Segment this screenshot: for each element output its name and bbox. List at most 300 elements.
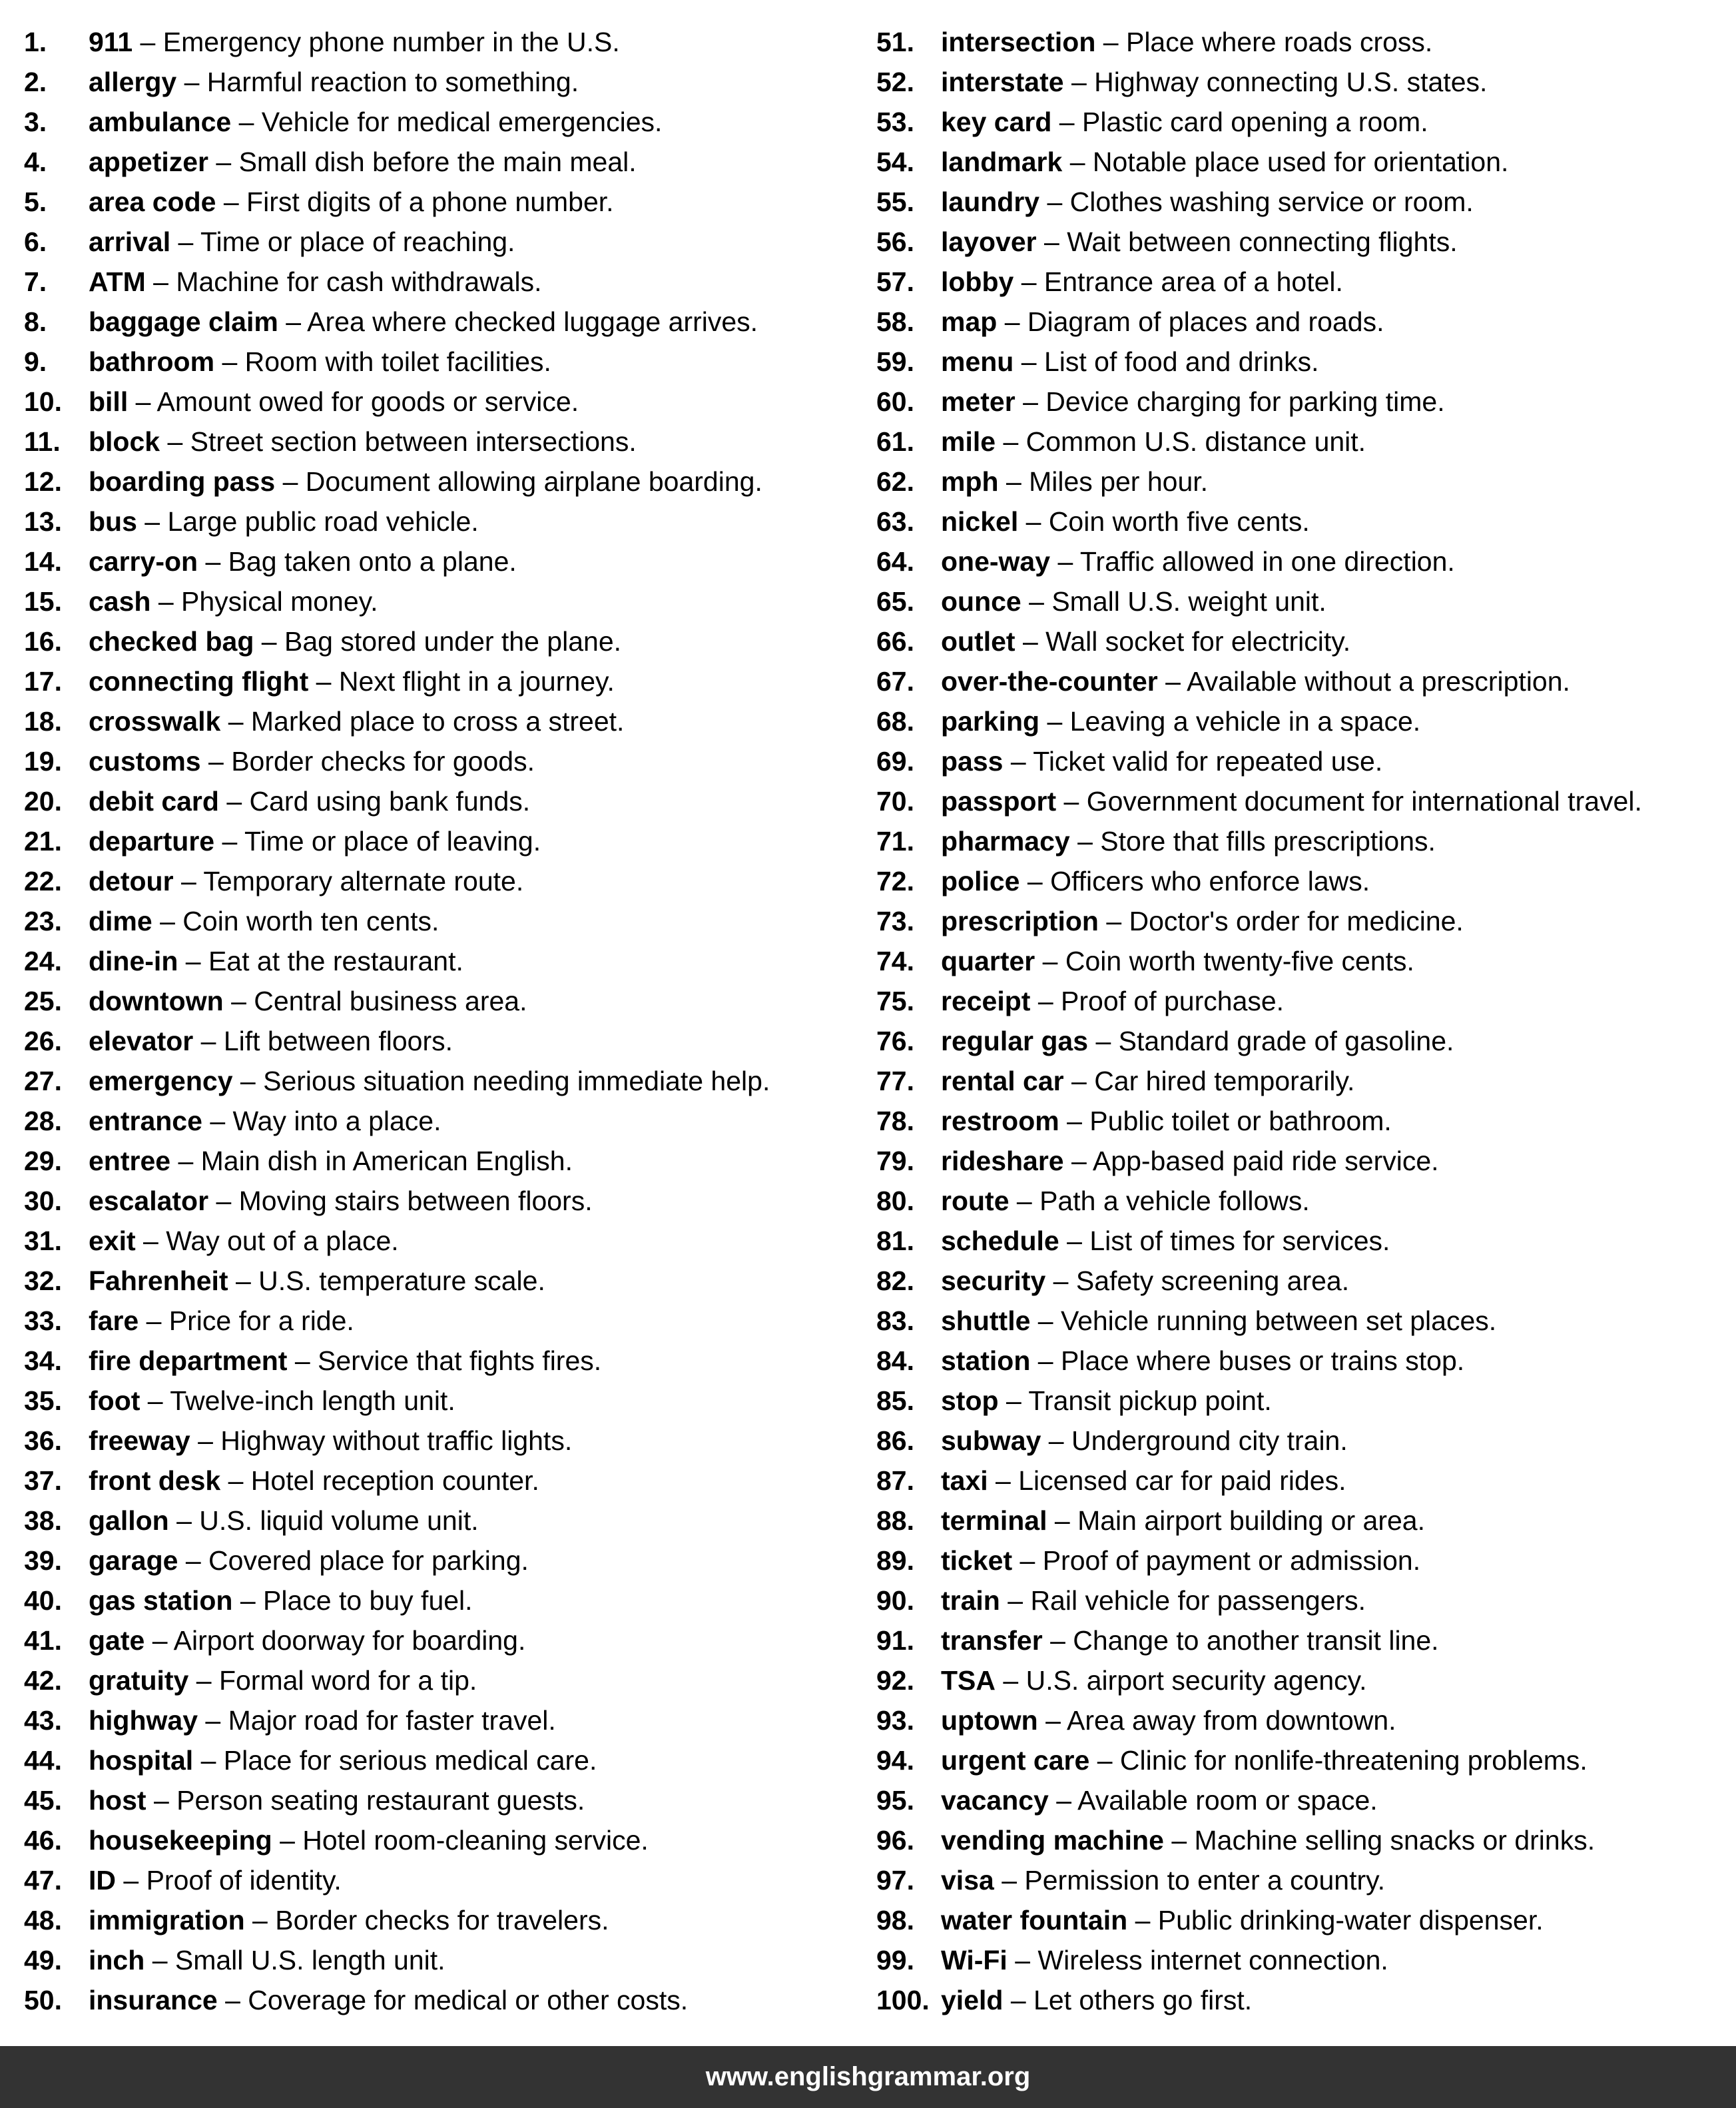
entry-definition: – Formal word for a tip.	[188, 1665, 477, 1696]
entry-number: 79.	[876, 1146, 914, 1176]
entry-term: housekeeping	[89, 1825, 272, 1856]
entry-term: rental car	[941, 1066, 1064, 1096]
entry-number: 61.	[876, 426, 914, 457]
entry-number: 67.	[876, 666, 914, 697]
entry-definition: – Small U.S. length unit.	[145, 1945, 445, 1975]
entry-number: 95.	[876, 1785, 914, 1816]
entry-definition: – Place where buses or trains stop.	[1030, 1345, 1465, 1376]
entry-number: 30.	[24, 1186, 62, 1216]
entry-definition: – Card using bank funds.	[218, 786, 531, 817]
list-item	[24, 105, 856, 145]
entry-definition: – Highway without traffic lights.	[190, 1425, 573, 1456]
entry-definition: – Main dish in American English.	[170, 1146, 573, 1176]
entry-number: 2.	[24, 67, 47, 97]
entry-number: 73.	[876, 906, 914, 936]
entry-definition: – Proof of payment or admission.	[1012, 1545, 1421, 1576]
entry-term: ID	[89, 1865, 116, 1896]
entry-term: meter	[941, 386, 1015, 417]
entry-number: 37.	[24, 1465, 62, 1496]
entry-number: 32.	[24, 1265, 62, 1296]
list-item	[876, 585, 1735, 625]
list-item	[24, 1824, 856, 1864]
entry-term: Wi-Fi	[941, 1945, 1008, 1975]
entry-number: 42.	[24, 1665, 62, 1696]
entry-term: interstate	[941, 67, 1064, 97]
entry-number: 69.	[876, 746, 914, 777]
entry-definition: – Available without a prescription.	[1157, 666, 1570, 697]
entry-definition: – Large public road vehicle.	[137, 506, 479, 537]
entry-term: exit	[89, 1226, 136, 1256]
entry-number: 94.	[876, 1745, 914, 1776]
entry-number: 10.	[24, 386, 62, 417]
entry-definition: – Entrance area of a hotel.	[1013, 266, 1343, 297]
list-item	[24, 225, 856, 265]
entry-definition: – Emergency phone number in the U.S.	[133, 27, 620, 57]
entry-definition: – Car hired temporarily.	[1063, 1066, 1355, 1096]
entry-definition: – Government document for international travel.	[1056, 786, 1642, 817]
entry-number: 74.	[876, 946, 914, 976]
list-item	[24, 825, 856, 865]
list-item	[876, 25, 1735, 65]
list-item	[24, 1664, 856, 1704]
entry-number: 98.	[876, 1905, 914, 1935]
entry-term: bathroom	[89, 346, 215, 377]
vocabulary-list	[0, 25, 1736, 2017]
list-item	[876, 904, 1735, 944]
entry-number: 46.	[24, 1825, 62, 1856]
entry-term: landmark	[941, 147, 1063, 177]
list-item	[876, 1664, 1735, 1704]
list-item	[24, 265, 856, 305]
entry-term: immigration	[89, 1905, 245, 1935]
entry-term: cash	[89, 586, 151, 617]
entry-definition: – Eat at the restaurant.	[178, 946, 463, 976]
list-item	[876, 1704, 1735, 1744]
entry-term: garage	[89, 1545, 178, 1576]
list-item	[876, 1344, 1735, 1384]
entry-number: 51.	[876, 27, 914, 57]
list-item	[876, 984, 1735, 1024]
entry-term: crosswalk	[89, 706, 221, 737]
list-item	[876, 265, 1735, 305]
list-item	[24, 1864, 856, 1904]
entry-term: dine-in	[89, 946, 178, 976]
entry-number: 28.	[24, 1106, 62, 1136]
entry-term: departure	[89, 826, 215, 857]
entry-definition: – Major road for faster travel.	[198, 1705, 556, 1736]
list-item	[24, 385, 856, 425]
entry-term: map	[941, 306, 998, 337]
entry-term: block	[89, 426, 160, 457]
entry-term: ATM	[89, 266, 146, 297]
entry-definition: – Wireless internet connection.	[1007, 1945, 1388, 1975]
entry-number: 86.	[876, 1425, 914, 1456]
list-item	[24, 1744, 856, 1784]
list-item	[876, 1144, 1735, 1184]
list-item	[24, 1264, 856, 1304]
entry-definition: – Rail vehicle for passengers.	[1000, 1585, 1366, 1616]
entry-definition: – Change to another transit line.	[1042, 1625, 1439, 1656]
list-item	[876, 705, 1735, 745]
list-item	[24, 1304, 856, 1344]
entry-term: highway	[89, 1705, 198, 1736]
entry-number: 80.	[876, 1186, 914, 1216]
list-item	[24, 1983, 856, 2023]
entry-definition: – Main airport building or area.	[1047, 1505, 1425, 1536]
entry-term: passport	[941, 786, 1057, 817]
entry-number: 65.	[876, 586, 914, 617]
list-item	[876, 944, 1735, 984]
entry-number: 83.	[876, 1305, 914, 1336]
entry-definition: – Street section between intersections.	[160, 426, 637, 457]
entry-definition: – Wait between connecting flights.	[1036, 226, 1458, 257]
entry-term: emergency	[89, 1066, 233, 1096]
entry-number: 84.	[876, 1345, 914, 1376]
entry-number: 26.	[24, 1026, 62, 1056]
list-item	[876, 425, 1735, 465]
entry-definition: – Bag stored under the plane.	[254, 626, 622, 657]
entry-term: bus	[89, 506, 137, 537]
list-item	[876, 665, 1735, 705]
entry-term: lobby	[941, 266, 1014, 297]
list-item	[876, 1464, 1735, 1504]
entry-definition: – Path a vehicle follows.	[1009, 1186, 1310, 1216]
entry-number: 12.	[24, 466, 62, 497]
entry-number: 90.	[876, 1585, 914, 1616]
entry-definition: – Clothes washing service or room.	[1039, 186, 1474, 217]
entry-term: regular gas	[941, 1026, 1089, 1056]
entry-definition: – Person seating restaurant guests.	[146, 1785, 585, 1816]
entry-term: yield	[941, 1985, 1004, 2015]
entry-number: 92.	[876, 1665, 914, 1696]
list-item	[24, 1344, 856, 1384]
entry-definition: – Public drinking-water dispenser.	[1127, 1905, 1544, 1935]
entry-definition: – Proof of purchase.	[1030, 986, 1285, 1016]
list-item	[876, 1983, 1735, 2023]
entry-number: 41.	[24, 1625, 62, 1656]
list-item	[24, 585, 856, 625]
entry-number: 81.	[876, 1226, 914, 1256]
entry-definition: – Document allowing airplane boarding.	[275, 466, 762, 497]
entry-term: shuttle	[941, 1305, 1031, 1336]
list-item	[24, 1184, 856, 1224]
list-item	[24, 1144, 856, 1184]
entry-term: water fountain	[941, 1905, 1128, 1935]
entry-term: entree	[89, 1146, 171, 1176]
list-item	[876, 225, 1735, 265]
list-item	[876, 505, 1735, 545]
entry-number: 43.	[24, 1705, 62, 1736]
entry-definition: – Wall socket for electricity.	[1015, 626, 1351, 657]
entry-definition: – Let others go first.	[1003, 1985, 1253, 2015]
entry-term: front desk	[89, 1465, 221, 1496]
entry-term: transfer	[941, 1625, 1043, 1656]
entry-number: 76.	[876, 1026, 914, 1056]
entry-definition: – U.S. liquid volume unit.	[168, 1505, 479, 1536]
entry-definition: – Officers who enforce laws.	[1019, 866, 1370, 896]
entry-term: gratuity	[89, 1665, 189, 1696]
list-item	[876, 305, 1735, 345]
entry-number: 3.	[24, 107, 47, 137]
entry-number: 58.	[876, 306, 914, 337]
list-item	[876, 1784, 1735, 1824]
list-item	[876, 1184, 1735, 1224]
entry-term: laundry	[941, 186, 1040, 217]
entry-definition: – Coin worth ten cents.	[152, 906, 439, 936]
entry-term: vending machine	[941, 1825, 1164, 1856]
entry-definition: – Vehicle for medical emergencies.	[231, 107, 663, 137]
list-item	[24, 1584, 856, 1624]
entry-term: pass	[941, 746, 1004, 777]
entry-term: mph	[941, 466, 999, 497]
entry-number: 49.	[24, 1945, 62, 1975]
entry-number: 9.	[24, 346, 47, 377]
entry-number: 47.	[24, 1865, 62, 1896]
entry-number: 13.	[24, 506, 62, 537]
entry-number: 39.	[24, 1545, 62, 1576]
entry-number: 20.	[24, 786, 62, 817]
entry-term: police	[941, 866, 1020, 896]
entry-number: 21.	[24, 826, 62, 857]
entry-definition: – Miles per hour.	[998, 466, 1209, 497]
entry-number: 4.	[24, 147, 47, 177]
list-item	[24, 865, 856, 904]
entry-term: layover	[941, 226, 1037, 257]
entry-number: 45.	[24, 1785, 62, 1816]
entry-definition: – Service that fights fires.	[287, 1345, 602, 1376]
entry-number: 36.	[24, 1425, 62, 1456]
entry-definition: – Time or place of leaving.	[214, 826, 541, 857]
entry-definition: – Twelve-inch length unit.	[140, 1385, 455, 1416]
list-item	[24, 65, 856, 105]
entry-term: uptown	[941, 1705, 1038, 1736]
entry-definition: – Serious situation needing immediate help.	[232, 1066, 770, 1096]
entry-number: 23.	[24, 906, 62, 936]
entry-definition: – Physical money.	[150, 586, 378, 617]
entry-definition: – Coverage for medical or other costs.	[217, 1985, 689, 2015]
list-item	[876, 65, 1735, 105]
list-item	[24, 1104, 856, 1144]
entry-number: 7.	[24, 266, 47, 297]
list-item	[876, 1584, 1735, 1624]
entry-definition: – Hotel room-cleaning service.	[272, 1825, 649, 1856]
list-item	[876, 385, 1735, 425]
list-item	[24, 1024, 856, 1064]
list-item	[876, 1504, 1735, 1544]
list-item	[876, 745, 1735, 785]
entry-term: urgent care	[941, 1745, 1090, 1776]
entry-number: 18.	[24, 706, 62, 737]
entry-term: route	[941, 1186, 1010, 1216]
entry-term: checked bag	[89, 626, 254, 657]
list-item	[876, 1624, 1735, 1664]
entry-term: subway	[941, 1425, 1041, 1456]
entry-number: 66.	[876, 626, 914, 657]
entry-number: 14.	[24, 546, 62, 577]
entry-definition: – Way into a place.	[202, 1106, 441, 1136]
entry-number: 96.	[876, 1825, 914, 1856]
entry-number: 48.	[24, 1905, 62, 1935]
entry-term: foot	[89, 1385, 141, 1416]
entry-term: connecting flight	[89, 666, 309, 697]
entry-number: 34.	[24, 1345, 62, 1376]
entry-term: taxi	[941, 1465, 988, 1496]
entry-term: freeway	[89, 1425, 190, 1456]
entry-number: 89.	[876, 1545, 914, 1576]
entry-term: station	[941, 1345, 1031, 1376]
list-item	[24, 25, 856, 65]
entry-term: train	[941, 1585, 1000, 1616]
entry-definition: – Harmful reaction to something.	[176, 67, 579, 97]
list-item	[24, 425, 856, 465]
list-item	[876, 1384, 1735, 1424]
entry-definition: – Standard grade of gasoline.	[1088, 1026, 1454, 1056]
list-item	[876, 1424, 1735, 1464]
entry-definition: – Time or place of reaching.	[170, 226, 515, 257]
entry-definition: – Central business area.	[223, 986, 527, 1016]
entry-term: terminal	[941, 1505, 1047, 1536]
list-item	[24, 1624, 856, 1664]
list-item	[24, 785, 856, 825]
entry-definition: – Next flight in a journey.	[308, 666, 615, 697]
entry-definition: – Leaving a vehicle in a space.	[1039, 706, 1421, 737]
entry-term: debit card	[89, 786, 219, 817]
entry-number: 8.	[24, 306, 47, 337]
entry-term: inch	[89, 1945, 145, 1975]
list-item	[876, 185, 1735, 225]
entry-term: fire department	[89, 1345, 288, 1376]
entry-term: ounce	[941, 586, 1021, 617]
entry-number: 88.	[876, 1505, 914, 1536]
entry-definition: – Small U.S. weight unit.	[1021, 586, 1326, 617]
entry-definition: – Small dish before the main meal.	[208, 147, 637, 177]
entry-number: 77.	[876, 1066, 914, 1096]
entry-term: customs	[89, 746, 201, 777]
list-item	[876, 1943, 1735, 1983]
list-item	[24, 1064, 856, 1104]
list-item	[876, 1544, 1735, 1584]
entry-term: escalator	[89, 1186, 209, 1216]
entry-definition: – Coin worth twenty-five cents.	[1035, 946, 1414, 976]
entry-number: 70.	[876, 786, 914, 817]
entry-term: pharmacy	[941, 826, 1070, 857]
entry-definition: – Temporary alternate route.	[173, 866, 524, 896]
entry-term: appetizer	[89, 147, 208, 177]
list-item	[876, 825, 1735, 865]
entry-number: 62.	[876, 466, 914, 497]
entry-definition: – Available room or space.	[1048, 1785, 1378, 1816]
entry-term: security	[941, 1265, 1046, 1296]
list-item	[24, 465, 856, 505]
list-item	[24, 145, 856, 185]
list-item	[24, 1464, 856, 1504]
entry-term: over-the-counter	[941, 666, 1158, 697]
entry-term: baggage claim	[89, 306, 278, 337]
entry-definition: – Area away from downtown.	[1037, 1705, 1396, 1736]
entry-number: 1.	[24, 27, 47, 57]
entry-number: 6.	[24, 226, 47, 257]
entry-number: 60.	[876, 386, 914, 417]
entry-definition: – Plastic card opening a room.	[1051, 107, 1428, 137]
entry-term: allergy	[89, 67, 177, 97]
entry-definition: – First digits of a phone number.	[216, 186, 614, 217]
entry-term: outlet	[941, 626, 1015, 657]
entry-number: 56.	[876, 226, 914, 257]
entry-definition: – Room with toilet facilities.	[214, 346, 551, 377]
entry-term: elevator	[89, 1026, 194, 1056]
entry-term: restroom	[941, 1106, 1059, 1136]
entry-term: TSA	[941, 1665, 996, 1696]
entry-term: dime	[89, 906, 152, 936]
list-item	[876, 625, 1735, 665]
entry-term: rideshare	[941, 1146, 1064, 1176]
entry-definition: – Place where roads cross.	[1095, 27, 1433, 57]
entry-number: 68.	[876, 706, 914, 737]
entry-definition: – Permission to enter a country.	[994, 1865, 1385, 1896]
entry-definition: – Store that fills prescriptions.	[1069, 826, 1436, 857]
list-item	[24, 705, 856, 745]
entry-number: 85.	[876, 1385, 914, 1416]
entry-definition: – Diagram of places and roads.	[997, 306, 1384, 337]
entry-definition: – Hotel reception counter.	[220, 1465, 539, 1496]
entry-number: 22.	[24, 866, 62, 896]
entry-term: schedule	[941, 1226, 1059, 1256]
entry-definition: – Doctor's order for medicine.	[1098, 906, 1464, 936]
entry-number: 15.	[24, 586, 62, 617]
entry-term: downtown	[89, 986, 224, 1016]
entry-term: parking	[941, 706, 1040, 737]
list-item	[24, 545, 856, 585]
list-item	[876, 1824, 1735, 1864]
list-item	[24, 185, 856, 225]
entry-definition: – Machine selling snacks or drinks.	[1163, 1825, 1595, 1856]
list-item	[876, 1104, 1735, 1144]
entry-term: receipt	[941, 986, 1031, 1016]
entry-number: 35.	[24, 1385, 62, 1416]
entry-term: key card	[941, 107, 1052, 137]
entry-term: carry-on	[89, 546, 198, 577]
entry-number: 33.	[24, 1305, 62, 1336]
entry-definition: – Bag taken onto a plane.	[198, 546, 517, 577]
entry-number: 17.	[24, 666, 62, 697]
footer-website-url: www.englishgrammar.org	[705, 2062, 1031, 2091]
entry-number: 53.	[876, 107, 914, 137]
entry-term: one-way	[941, 546, 1051, 577]
entry-number: 99.	[876, 1945, 914, 1975]
entry-definition: – Common U.S. distance unit.	[996, 426, 1366, 457]
entry-definition: – Area where checked luggage arrives.	[278, 306, 758, 337]
entry-term: visa	[941, 1865, 994, 1896]
entry-definition: – U.S. airport security agency.	[996, 1665, 1367, 1696]
list-item	[24, 1424, 856, 1464]
list-item	[24, 745, 856, 785]
list-item	[24, 625, 856, 665]
entry-number: 55.	[876, 186, 914, 217]
list-item	[876, 865, 1735, 904]
entry-definition: – Amount owed for goods or service.	[128, 386, 579, 417]
list-item	[24, 1904, 856, 1943]
entry-number: 50.	[24, 1985, 62, 2015]
entry-number: 19.	[24, 746, 62, 777]
entry-number: 38.	[24, 1505, 62, 1536]
entry-number: 82.	[876, 1265, 914, 1296]
entry-definition: – Clinic for nonlife-threatening problems.	[1089, 1745, 1588, 1776]
entry-definition: – List of food and drinks.	[1013, 346, 1319, 377]
entry-definition: – Vehicle running between set places.	[1030, 1305, 1497, 1336]
entry-number: 54.	[876, 147, 914, 177]
entry-number: 78.	[876, 1106, 914, 1136]
entry-number: 25.	[24, 986, 62, 1016]
